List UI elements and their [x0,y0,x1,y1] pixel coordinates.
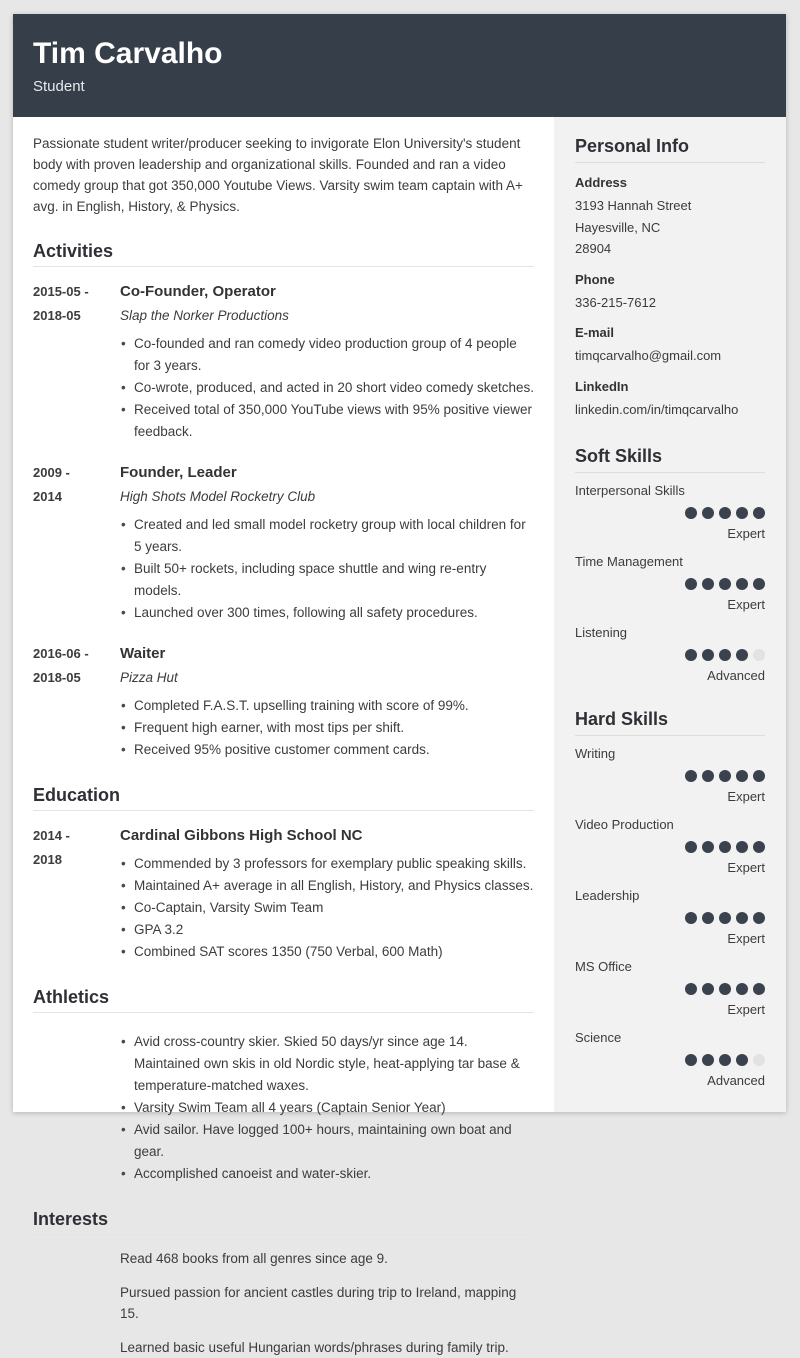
entry-role: Co-Founder, Operator [120,283,276,300]
skill-rating [575,841,765,855]
interest-lines [120,1248,534,1358]
contact-label: LinkedIn [575,378,629,394]
skill-level-label: Expert [727,1002,765,1017]
rating-dot-filled-icon [719,507,731,519]
interest-line: Learned basic useful Hungarian words/phrases during family trip. [120,1340,509,1355]
interest-line: Pursued passion for ancient castles during trip to Ireland, mapping 15. [120,1285,517,1321]
section-divider [33,810,534,811]
skill-item [575,483,765,541]
header [13,14,786,117]
contact-value: timqcarvalho@gmail.com [575,348,722,363]
entry-bullet-list [120,853,534,963]
entry-organization: Slap the Norker Productions [120,308,289,323]
bullet-item: • Accomplished canoeist and water-skier. [120,1163,534,1185]
sidebar-heading: Personal Info [575,136,690,156]
rating-dot-filled-icon [702,983,714,995]
rating-dot-filled-icon [753,912,765,924]
entry-role: Waiter [120,645,166,662]
contact-value: Hayesville, NC [575,219,661,235]
skill-item [575,746,765,804]
rating-dot-filled-icon [736,841,748,853]
rating-dot-filled-icon [702,578,714,590]
entry-dates [33,280,120,443]
body-columns [13,117,786,1355]
bullet-item: • Completed F.A.S.T. upselling training with score of 99%. [120,695,534,717]
rating-dot-filled-icon [719,770,731,782]
skill-name: Listening [575,625,628,640]
entry-row [33,461,534,624]
rating-dot-filled-icon [736,912,748,924]
rating-dot-filled-icon [736,507,748,519]
rating-dot-filled-icon [736,983,748,995]
rating-dot-filled-icon [702,841,714,853]
rating-dot-filled-icon [753,507,765,519]
entry-organization: High Shots Model Rocketry Club [120,489,316,504]
rating-dot-filled-icon [736,649,748,661]
main-column [13,117,554,1355]
rating-dot-filled-icon [685,507,697,519]
bullet-item: • Created and led small model rocketry group with local children for 5 years. [120,514,534,558]
interest-line: Read 468 books from all genres since age 9. [120,1251,388,1266]
sidebar-heading: Hard Skills [575,709,669,729]
date-start: 2009 - [33,465,70,480]
section-divider [33,1012,534,1013]
skill-item [575,817,765,875]
date-end: 2018-05 [33,308,81,323]
bullet-item: • Received 95% positive customer comment cards. [120,739,534,761]
rating-dot-filled-icon [685,578,697,590]
skill-rating [575,578,765,592]
skill-name: Science [575,1030,622,1045]
bullet-item: • Launched over 300 times, following all safety procedures. [120,602,534,624]
bullet-item: • Co-founded and ran comedy video production group of 4 people for 3 years. [120,333,534,377]
skill-item [575,625,765,683]
sidebar-column [554,117,786,1112]
section-personal-info [575,136,765,420]
rating-dot-filled-icon [719,841,731,853]
resume-page [13,14,786,1355]
entry-dates [33,642,120,761]
rating-dot-empty-icon [753,649,765,661]
skill-item [575,554,765,612]
contact-label: Phone [575,271,615,287]
bullet-item: • Commended by 3 professors for exemplary public speaking skills. [120,853,534,875]
sidebar-divider [575,735,765,736]
rating-dot-filled-icon [702,1054,714,1066]
skill-level-label: Expert [727,860,765,875]
rating-dot-filled-icon [719,983,731,995]
skill-level-label: Expert [727,597,765,612]
skill-rating [575,770,765,784]
bullet-item: • Maintained A+ average in all English, History, and Physics classes. [120,875,534,897]
rating-dot-filled-icon [719,649,731,661]
entry-dates [33,824,120,963]
skill-name: MS Office [575,959,632,974]
contact-value: 336-215-7612 [575,294,656,310]
skill-name: Writing [575,746,616,761]
contact-group [575,272,765,314]
bullet-item: • Avid sailor. Have logged 100+ hours, maintaining own boat and gear. [120,1119,534,1163]
section-divider [33,266,534,267]
main-sections [33,241,534,1358]
skill-rating [575,507,765,521]
rating-dot-filled-icon [685,649,697,661]
bullet-item: • Varsity Swim Team all 4 years (Captain Senior Year) [120,1097,534,1119]
entry-dates [33,1026,120,1185]
entry-row [33,642,534,761]
date-start: 2016-06 - [33,646,89,661]
entry-organization: Pizza Hut [120,670,178,685]
rating-dot-filled-icon [753,578,765,590]
contact-value: 28904 [575,241,612,256]
sidebar-divider [575,162,765,163]
section-soft-skills [575,446,765,683]
date-end: 2018 [33,852,62,867]
bullet-item: • GPA 3.2 [120,919,534,941]
contact-value: linkedin.com/in/timqcarvalho [575,401,739,417]
contact-group [575,379,765,421]
rating-dot-filled-icon [753,770,765,782]
rating-dot-filled-icon [685,912,697,924]
skill-rating [575,912,765,926]
skill-rating [575,983,765,997]
sidebar-sections [575,136,765,1088]
date-end: 2014 [33,489,62,504]
section-heading: Athletics [33,987,110,1007]
contact-label: E-mail [575,325,615,340]
section-hard-skills [575,709,765,1088]
skill-level-label: Advanced [707,1073,765,1088]
bullet-item: • Frequent high earner, with most tips per shift. [120,717,534,739]
contact-value: 3193 Hannah Street [575,198,692,213]
section-divider [33,1234,534,1235]
skill-rating [575,1054,765,1068]
entry-body [120,280,534,443]
rating-dot-filled-icon [685,1054,697,1066]
entry-body [120,642,534,761]
person-job-title: Student [33,78,85,95]
date-start: 2014 - [33,828,70,843]
contact-label: Address [575,175,628,190]
skill-item [575,959,765,1017]
skill-name: Interpersonal Skills [575,483,685,498]
bullet-item: • Co-Captain, Varsity Swim Team [120,897,534,919]
rating-dot-filled-icon [702,649,714,661]
section-heading: Interests [33,1209,109,1229]
skill-item [575,1030,765,1088]
skill-name: Leadership [575,888,640,903]
skill-item [575,888,765,946]
rating-dot-filled-icon [736,770,748,782]
person-name: Tim Carvalho [33,37,223,70]
bullet-item: • Built 50+ rockets, including space shuttle and wing re-entry models. [120,558,534,602]
skill-level-label: Expert [727,789,765,804]
sidebar-divider [575,472,765,473]
section-heading: Education [33,785,121,805]
bullet-item: • Received total of 350,000 YouTube views with 95% positive viewer feedback. [120,399,534,443]
entry-body [120,461,534,624]
skill-level-label: Expert [727,526,765,541]
sidebar-heading: Soft Skills [575,446,663,466]
rating-dot-filled-icon [719,578,731,590]
rating-dot-filled-icon [702,912,714,924]
rating-dot-filled-icon [685,841,697,853]
skill-name: Video Production [575,817,674,832]
section-education [33,785,534,963]
rating-dot-filled-icon [702,507,714,519]
section-heading: Activities [33,241,114,261]
entry-row [33,1026,534,1185]
bullet-item: • Combined SAT scores 1350 (750 Verbal, 600 Math) [120,941,534,963]
entry-dates [33,461,120,624]
section-interests [33,1209,534,1358]
skill-name: Time Management [575,554,683,569]
rating-dot-filled-icon [719,1054,731,1066]
entry-row [33,280,534,443]
entry-role: Founder, Leader [120,464,237,481]
entry-body [120,824,534,963]
section-athletics [33,987,534,1185]
entry-bullet-list [120,1031,534,1185]
rating-dot-filled-icon [753,983,765,995]
bullet-item: • Co-wrote, produced, and acted in 20 short video comedy sketches. [120,377,534,399]
bullet-item: • Avid cross-country skier. Skied 50 days/yr since age 14. Maintained own skis in old Nordic style, heat-applying tar base & temperature-matched waxes. [120,1031,534,1097]
rating-dot-filled-icon [685,770,697,782]
entry-bullet-list [120,695,534,761]
section-activities [33,241,534,761]
entry-role: Cardinal Gibbons High School NC [120,827,363,844]
rating-dot-filled-icon [702,770,714,782]
entry-body [120,1026,534,1185]
rating-dot-filled-icon [736,1054,748,1066]
rating-dot-empty-icon [753,1054,765,1066]
skill-rating [575,649,765,663]
date-end: 2018-05 [33,670,81,685]
skill-level-label: Expert [727,931,765,946]
skill-level-label: Advanced [707,668,765,683]
rating-dot-filled-icon [685,983,697,995]
entry-row [33,824,534,963]
entry-bullet-list [120,514,534,624]
contact-group [575,175,765,260]
summary-paragraph: Passionate student writer/producer seeking to invigorate Elon University's student body with proven leadership and organizational skills. Founded and ran a video comedy group that got 350,000 Youtube Views. Varsity swim team captain with A+ avg. in English, History, & Physics. [33,136,523,214]
rating-dot-filled-icon [719,912,731,924]
date-start: 2015-05 - [33,284,89,299]
rating-dot-filled-icon [736,578,748,590]
rating-dot-filled-icon [753,841,765,853]
contact-group [575,325,765,367]
entry-bullet-list [120,333,534,443]
